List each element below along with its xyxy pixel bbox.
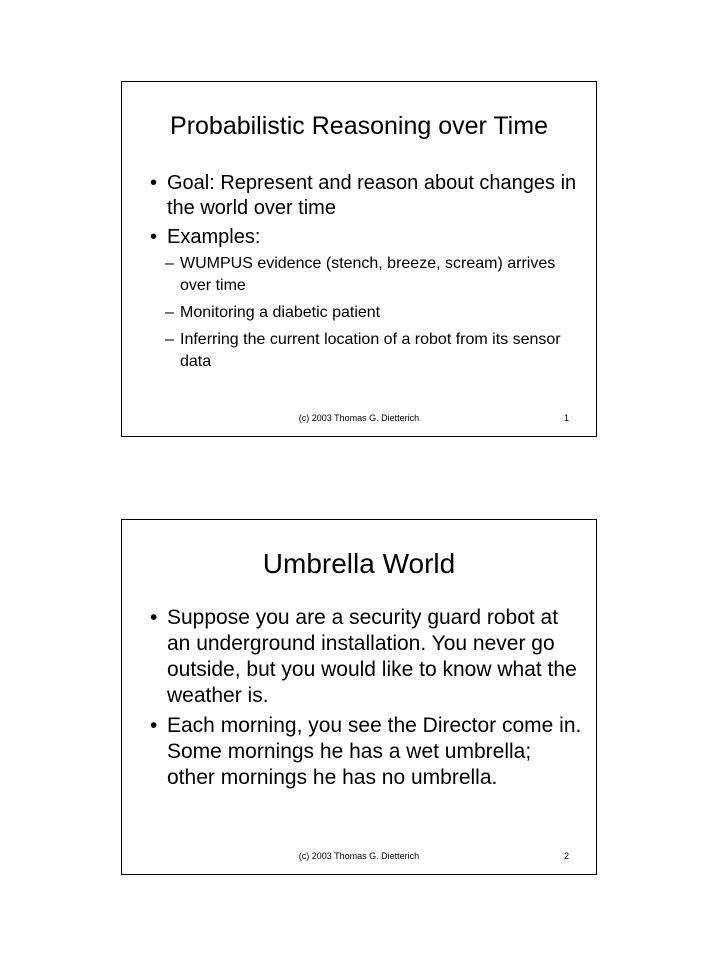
sub-bullet-text: Monitoring a diabetic patient xyxy=(180,304,381,321)
slide-title: Probabilistic Reasoning over Time xyxy=(170,112,548,140)
sub-bullet-marker: – xyxy=(165,304,174,321)
bullet-item xyxy=(147,171,582,221)
page-number: 2 xyxy=(563,851,569,861)
bullet-text: Each morning, you see the Director come in. Some mornings he has a wet umbrella; other mornings he has no umbrella. xyxy=(167,714,582,789)
sub-bullet-text: WUMPUS evidence (stench, breeze, scream) arrives over time xyxy=(180,255,556,294)
bullet-marker: • xyxy=(150,226,158,248)
bullet-marker: • xyxy=(150,172,158,194)
sub-bullet-text: Inferring the current location of a robot from its sensor data xyxy=(180,331,561,370)
bullet-item xyxy=(147,713,582,791)
sub-bullet-marker: – xyxy=(165,255,174,272)
bullet-item xyxy=(147,605,582,709)
slide-footer: (c) 2003 Thomas G. Dietterich xyxy=(298,413,420,423)
bullet-text: Examples: xyxy=(167,226,261,248)
sub-bullet-item xyxy=(165,253,582,297)
bullet-item xyxy=(147,225,582,373)
sub-bullet-marker: – xyxy=(165,331,174,348)
slide-title: Umbrella World xyxy=(262,548,456,579)
bullet-list xyxy=(147,171,582,378)
sub-bullet-item xyxy=(165,329,582,373)
page-number: 1 xyxy=(563,413,569,423)
slide-footer: (c) 2003 Thomas G. Dietterich xyxy=(298,851,420,861)
slide-2 xyxy=(121,519,597,875)
bullet-marker: • xyxy=(150,606,158,629)
bullet-text: Goal: Represent and reason about changes in the world over time xyxy=(167,172,577,219)
sub-bullet-list xyxy=(165,253,582,373)
bullet-list xyxy=(147,605,582,795)
slide-1 xyxy=(121,81,597,437)
bullet-text: Suppose you are a security guard robot at an underground installation. You never go outside, but you would like to know what the weather is. xyxy=(167,606,577,707)
sub-bullet-item xyxy=(165,302,582,324)
bullet-marker: • xyxy=(150,714,158,737)
